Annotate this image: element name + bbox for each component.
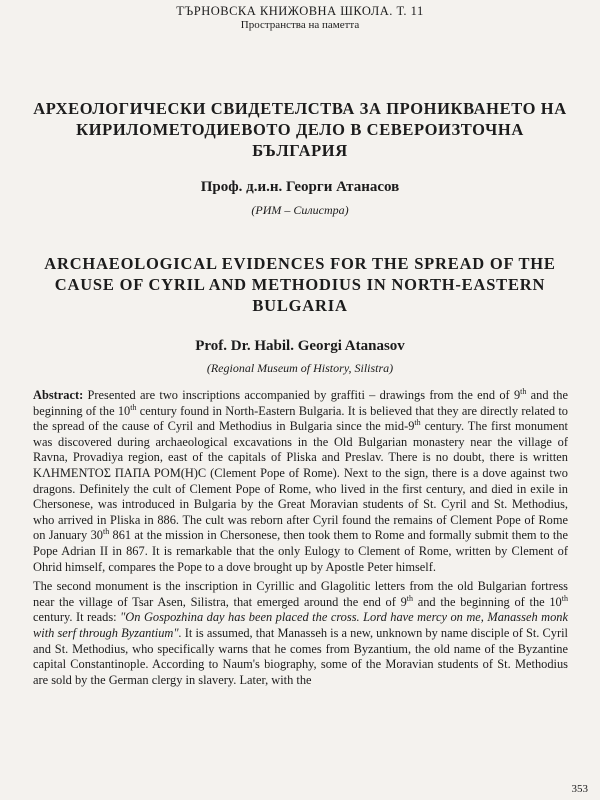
- bulgarian-author: Проф. д.и.н. Георги Атанасов: [200, 179, 400, 195]
- abstract-paragraph-1: Abstract: Presented are two inscriptions accompanied by graffiti – drawings from the end of 9th and the beginning of the 10th century found in North-Eastern Bulgaria. It is believed that they are directly related to the spread of the cause of Cyril and Methodius in Bulgaria since the mid-9th century. The first monument was discovered during archaeological excavations in the Old Bulgarian monastery near the village of Ravna, Provadiya region, east of the capitals of Pliska and Preslav. There is no doubt, there is written ΚΛΗΜΕΝΤΟΣ ΠΑΠΑ ΡΟΜ(Η)C (Clement Pope of Rome). Next to the sign, there is a dove against two dragons. Definitely the cult of Clement Pope of Rome, who lived in the first century, and died in exile in Chersonese, was introduced in Bulgaria by the Great Moravian students of St. Cyril and St. Methodius, who arrived in Pliska in 886. The cult was reborn after Cyril found the remains of Clement Pope of Rome on January 30th 861 at the mission in Chersonese, then took them to Rome and formally submit them to the Pope Adrian II in 867. It is remarkable that the only Eulogy to Clement of Rome, written by Clement of Ohrid himself, compares the Pope to a dove brought up by Apostle Peter himself.: [33, 386, 568, 574]
- bulgarian-title: АРХЕОЛОГИЧЕСКИ СВИДЕТЕЛСТВА ЗА ПРОНИКВАНЕТО НА КИРИЛОМЕТОДИЕВОТО ДЕЛО В СЕВЕРОИЗТОЧНА БЪЛГАРИЯ: [33, 99, 567, 160]
- english-title: ARCHAEOLOGICAL EVIDENCES FOR THE SPREAD OF THE CAUSE OF CYRIL AND METHODIUS IN NORTH-EASTERN BULGARIA: [44, 254, 556, 315]
- abstract-paragraph-2: The second monument is the inscription in Cyrillic and Glagolitic letters from the old Bulgarian fortress near the village of Tsar Asen, Silistra, that emerged around the end of 9th and the beginning of the 10th century. It reads: "On Gospozhina day has been placed the cross. Lord have mercy on me, Manasseh monk with serf through Byzantium". It is assumed, that Manasseh is a new, unknown by name disciple of St. Cyril and St. Methodius, who specifically warns that he comes from Byzantium, the old name of the Byzantine capital Constantinople. According to Naum's biography, some of the Moravian students of St. Methodius are sold by the German clergy in slavery. Later, with the: [33, 579, 568, 687]
- page-number: 353: [571, 783, 588, 795]
- abstract-label: Abstract:: [33, 388, 84, 402]
- english-affiliation: (Regional Museum of History, Silistra): [206, 361, 394, 375]
- abstract-body: [33, 388, 568, 688]
- inscription-quote: "On Gospozhina day has been placed the cross. Lord have mercy on me, Manasseh monk with serf through Byzantium".: [33, 610, 568, 640]
- english-author: Prof. Dr. Habil. Georgi Atanasov: [195, 338, 405, 354]
- running-head-section: Пространства на паметта: [240, 19, 360, 31]
- running-head-journal: ТЪРНОВСКА КНИЖОВНА ШКОЛА. Т. 11: [176, 4, 424, 18]
- bulgarian-affiliation: (РИМ – Силистра): [251, 203, 349, 217]
